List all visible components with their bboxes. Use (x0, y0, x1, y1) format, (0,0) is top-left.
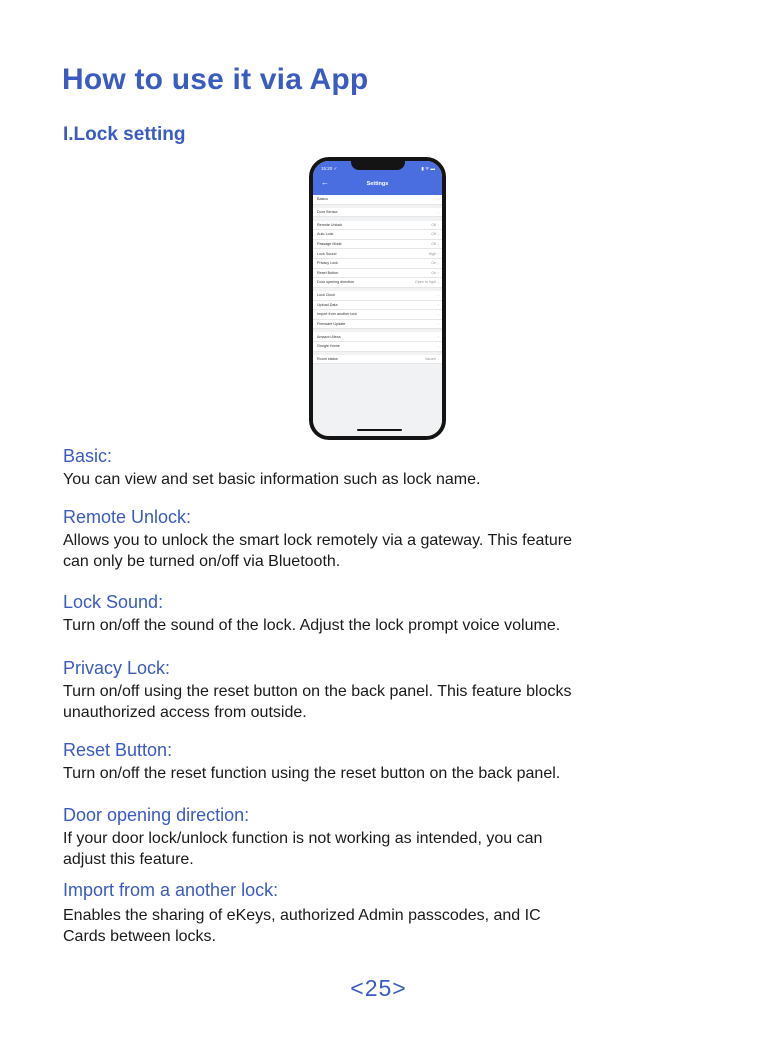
section-text-lock-sound (63, 615, 560, 636)
chevron-right-icon: › (437, 343, 439, 349)
chevron-right-icon: › (437, 251, 439, 257)
home-indicator (357, 429, 402, 431)
setting-label: Firmware Update (317, 321, 346, 326)
setting-label: Import from another lock (317, 312, 357, 317)
setting-label: Reset Button (317, 270, 339, 275)
text-line: can only be turned on/off via Bluetooth. (63, 553, 341, 570)
section-heading-import-from-another-lock: Import from a another lock: (63, 880, 279, 900)
chevron-right-icon: › (437, 231, 439, 237)
settings-title: Settings (366, 181, 389, 187)
chevron-right-icon: › (437, 260, 439, 266)
setting-row-import-from-another-lock[interactable] (313, 310, 442, 320)
setting-row-firmware-update[interactable] (313, 320, 442, 330)
section-text-basic (63, 469, 480, 490)
setting-label: Lock Sound (317, 251, 337, 256)
setting-label: Passage Mode (317, 242, 342, 247)
setting-label: Remote Unlock (317, 222, 343, 227)
text-line: Turn on/off the sound of the lock. Adjust the lock prompt voice volume. (63, 617, 561, 634)
setting-row-remote-unlock[interactable] (313, 221, 442, 231)
section-heading-reset-button: Reset Button: (63, 740, 173, 760)
setting-row-privacy-lock[interactable] (313, 259, 442, 269)
section-heading-privacy-lock: Privacy Lock: (63, 658, 171, 678)
chevron-right-icon: › (437, 302, 439, 308)
chevron-right-icon: › (437, 279, 439, 285)
setting-label: Auto Lock (317, 232, 334, 237)
section-subtitle: I.Lock setting (63, 124, 186, 145)
section-heading-remote-unlock: Remote Unlock: (63, 507, 192, 527)
chevron-right-icon: › (437, 311, 439, 317)
setting-value: Off (431, 232, 437, 237)
setting-value: Off (431, 222, 437, 227)
setting-value: On (431, 270, 437, 275)
setting-row-lock-sound[interactable] (313, 249, 442, 259)
section-heading-door-opening-direction: Door opening direction: (63, 805, 250, 825)
section-heading-lock-sound: Lock Sound: (63, 592, 164, 612)
phone-mockup (309, 157, 446, 440)
phone-notch (351, 160, 405, 170)
text-line: Enables the sharing of eKeys, authorized Admin passcodes, and IC (63, 907, 541, 924)
section-text-reset-button (63, 763, 560, 784)
page-title: How to use it via App (62, 63, 369, 96)
setting-value: Off (431, 242, 437, 247)
setting-label: Door Sensor (317, 210, 338, 215)
chevron-right-icon: › (437, 241, 439, 247)
text-line: adjust this feature. (63, 851, 194, 868)
chevron-right-icon: › (437, 292, 439, 298)
setting-label: Lock Clock (317, 293, 336, 298)
setting-value: High (428, 251, 437, 256)
setting-row-google-home[interactable] (313, 342, 442, 352)
setting-label: Upload Data (317, 302, 338, 307)
status-icons: ▮ ᯤ ▬ (421, 166, 435, 171)
setting-label: Privacy Lock (317, 261, 338, 266)
chevron-right-icon: › (437, 321, 439, 327)
setting-row-amazon-alexa[interactable] (313, 332, 442, 342)
setting-value: Open to right (414, 280, 437, 285)
text-line: If your door lock/unlock function is not working as intended, you can (63, 830, 543, 847)
setting-value: On (431, 261, 437, 266)
back-arrow-icon[interactable]: ← (321, 178, 329, 187)
chevron-right-icon: › (437, 270, 439, 276)
setting-row-auto-lock[interactable] (313, 230, 442, 240)
chevron-right-icon: › (437, 222, 439, 228)
section-text-remote-unlock (63, 530, 572, 572)
setting-row-passage-mode[interactable] (313, 240, 442, 250)
setting-row-reset-button[interactable] (313, 269, 442, 279)
setting-label: Door opening direction (317, 280, 355, 285)
setting-value: Vacant (424, 357, 437, 362)
setting-label: Google Home (317, 344, 340, 349)
setting-row-door-sensor[interactable] (313, 208, 442, 218)
text-line: Allows you to unlock the smart lock remotely via a gateway. This feature (63, 532, 572, 549)
setting-row-room-status[interactable] (313, 355, 442, 365)
section-text-privacy-lock (63, 681, 571, 723)
section-text-import-from-another-lock (63, 905, 691, 947)
settings-list (313, 195, 442, 436)
section-heading-basic: Basic: (63, 446, 113, 466)
setting-row-lock-clock[interactable] (313, 291, 442, 301)
setting-row-basics[interactable] (313, 195, 442, 205)
setting-label: Room status (317, 357, 338, 362)
page-number: <25> (350, 975, 407, 1001)
text-line: Turn on/off the reset function using the reset button on the back panel. (63, 765, 561, 782)
text-line: Cards between locks. (63, 928, 216, 945)
setting-row-door-opening-direction[interactable] (313, 278, 442, 288)
setting-row-upload-data[interactable] (313, 301, 442, 311)
text-line: unauthorized access from outside. (63, 704, 307, 721)
chevron-right-icon: › (437, 356, 439, 362)
text-line: You can view and set basic information such as lock name. (63, 471, 481, 488)
chevron-right-icon: › (437, 209, 439, 215)
setting-label: Basics (317, 197, 328, 202)
text-line: Turn on/off using the reset button on the back panel. This feature blocks (63, 683, 572, 700)
setting-label: Amazon Alexa (317, 334, 341, 339)
chevron-right-icon: › (437, 334, 439, 340)
chevron-right-icon: › (437, 196, 439, 202)
status-time: 15:20 ✓ (321, 166, 338, 171)
section-text-door-opening-direction (63, 828, 691, 870)
